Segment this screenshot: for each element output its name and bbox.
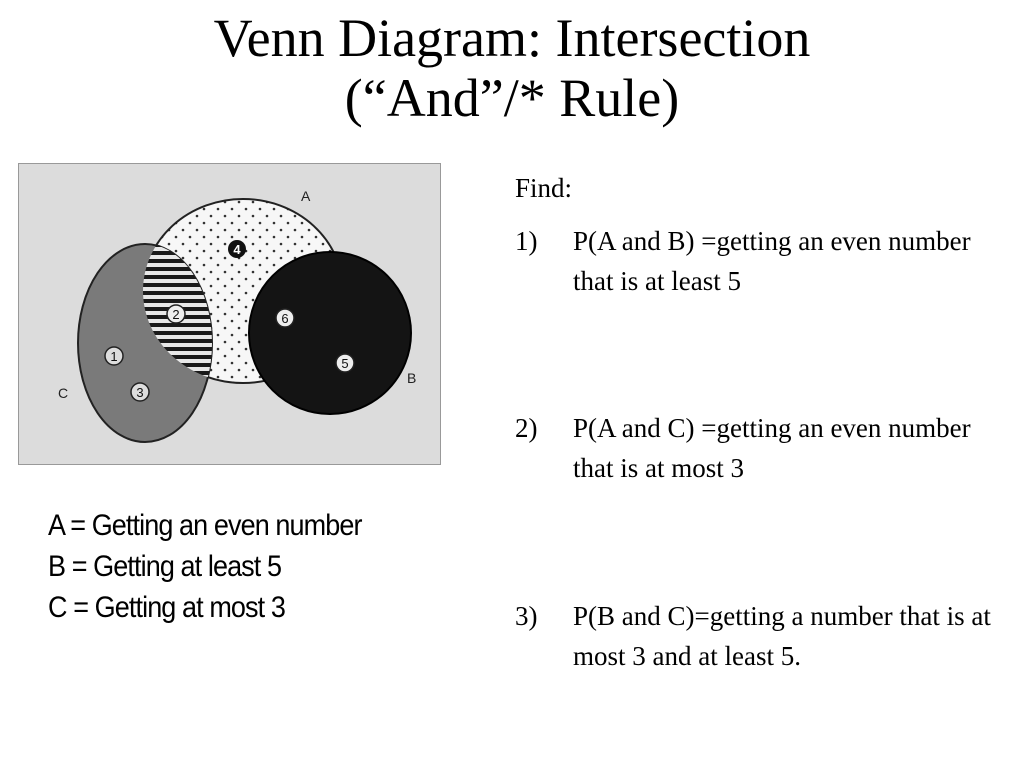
set-legend [48,505,362,628]
number-1: 1 [110,349,118,364]
number-3: 3 [136,385,144,400]
marker-3 [131,383,149,401]
number-5: 5 [341,356,349,371]
question-3-text: P(B and C)=getting a number that is at most 3 and at least 5. [573,601,991,671]
slide-title [0,8,1024,128]
legend-b: B = Getting at least 5 [48,550,282,583]
marker-1 [105,347,123,365]
number-4: 4 [233,242,241,257]
number-6: 6 [281,311,289,326]
title-line-2: (“And”/* Rule) [344,68,680,128]
marker-6 [276,309,294,327]
number-2: 2 [172,307,180,322]
legend-a: A = Getting an even number [48,509,362,542]
marker-5 [336,354,354,372]
question-2-number: 2) [515,413,538,443]
label-set-a: A [301,188,311,204]
label-set-b: B [407,370,417,386]
question-1-text: P(A and B) =getting an even number that is at least 5 [573,226,971,296]
set-b-circle [249,252,411,414]
question-3-number: 3) [515,601,538,631]
venn-diagram [18,163,441,465]
label-set-c: C [58,385,69,401]
marker-2 [167,305,185,323]
question-2-text: P(A and C) =getting an even number that is at most 3 [573,413,971,483]
find-label: Find: [515,173,573,203]
title-line-1: Venn Diagram: Intersection [213,8,811,68]
legend-c: C = Getting at most 3 [48,591,285,624]
question-1-number: 1) [515,226,538,256]
marker-4 [228,240,246,258]
